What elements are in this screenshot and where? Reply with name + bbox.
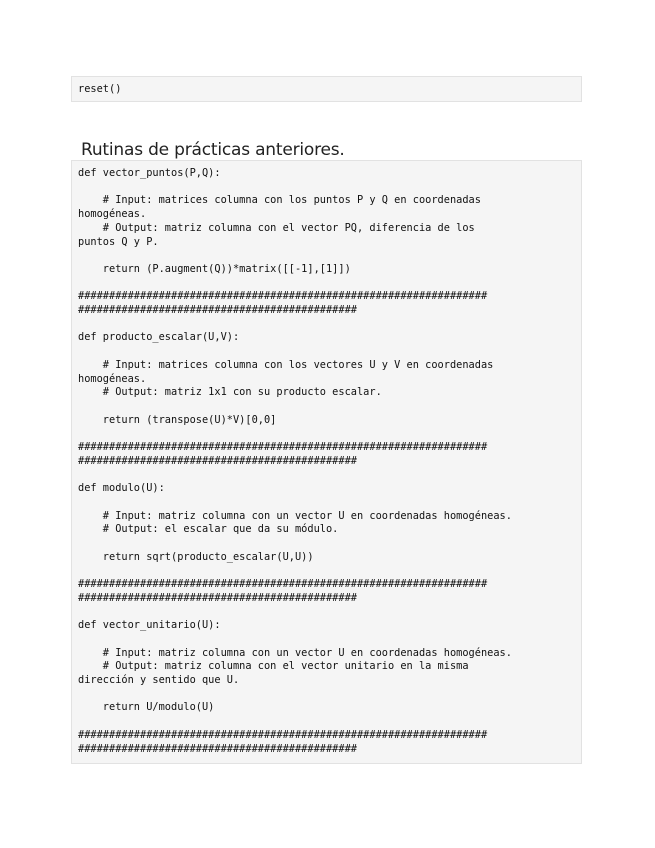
- routines-code: def vector_puntos(P,Q): # Input: matrices columna con los puntos P y Q en coordenadas homogéneas. # Output: matriz columna con el vector PQ, diferencia de los puntos Q y P. return (P.augment(Q))*matrix([[-1],[1]]) ################################################################## ############################################# def producto_escalar(U,V): # Input: matrices columna con los vectores U y V en coordenadas homogéneas. # Output: matriz 1x1 con su producto escalar. return (transpose(U)*V)[0,0] ################################################################## ############################################# def modulo(U): # Input: matriz columna con un vector U en coordenadas homogéneas. # Output: el escalar que da su módulo. return sqrt(producto_escalar(U,U)) ################################################################## ############################################# def vector_unitario(U): # Input: matriz columna con un vector U en coordenadas homogéneas. # Output: matriz columna con el vector unitario en la misma dirección y sentido que U. return U/modulo(U) ################################################################## #############################################: [78, 167, 512, 755]
- section-heading: Rutinas de prácticas anteriores.: [81, 140, 345, 160]
- routines-code-cell[interactable]: [71, 160, 582, 764]
- reset-code: reset(): [78, 83, 122, 95]
- reset-code-cell[interactable]: [71, 76, 582, 102]
